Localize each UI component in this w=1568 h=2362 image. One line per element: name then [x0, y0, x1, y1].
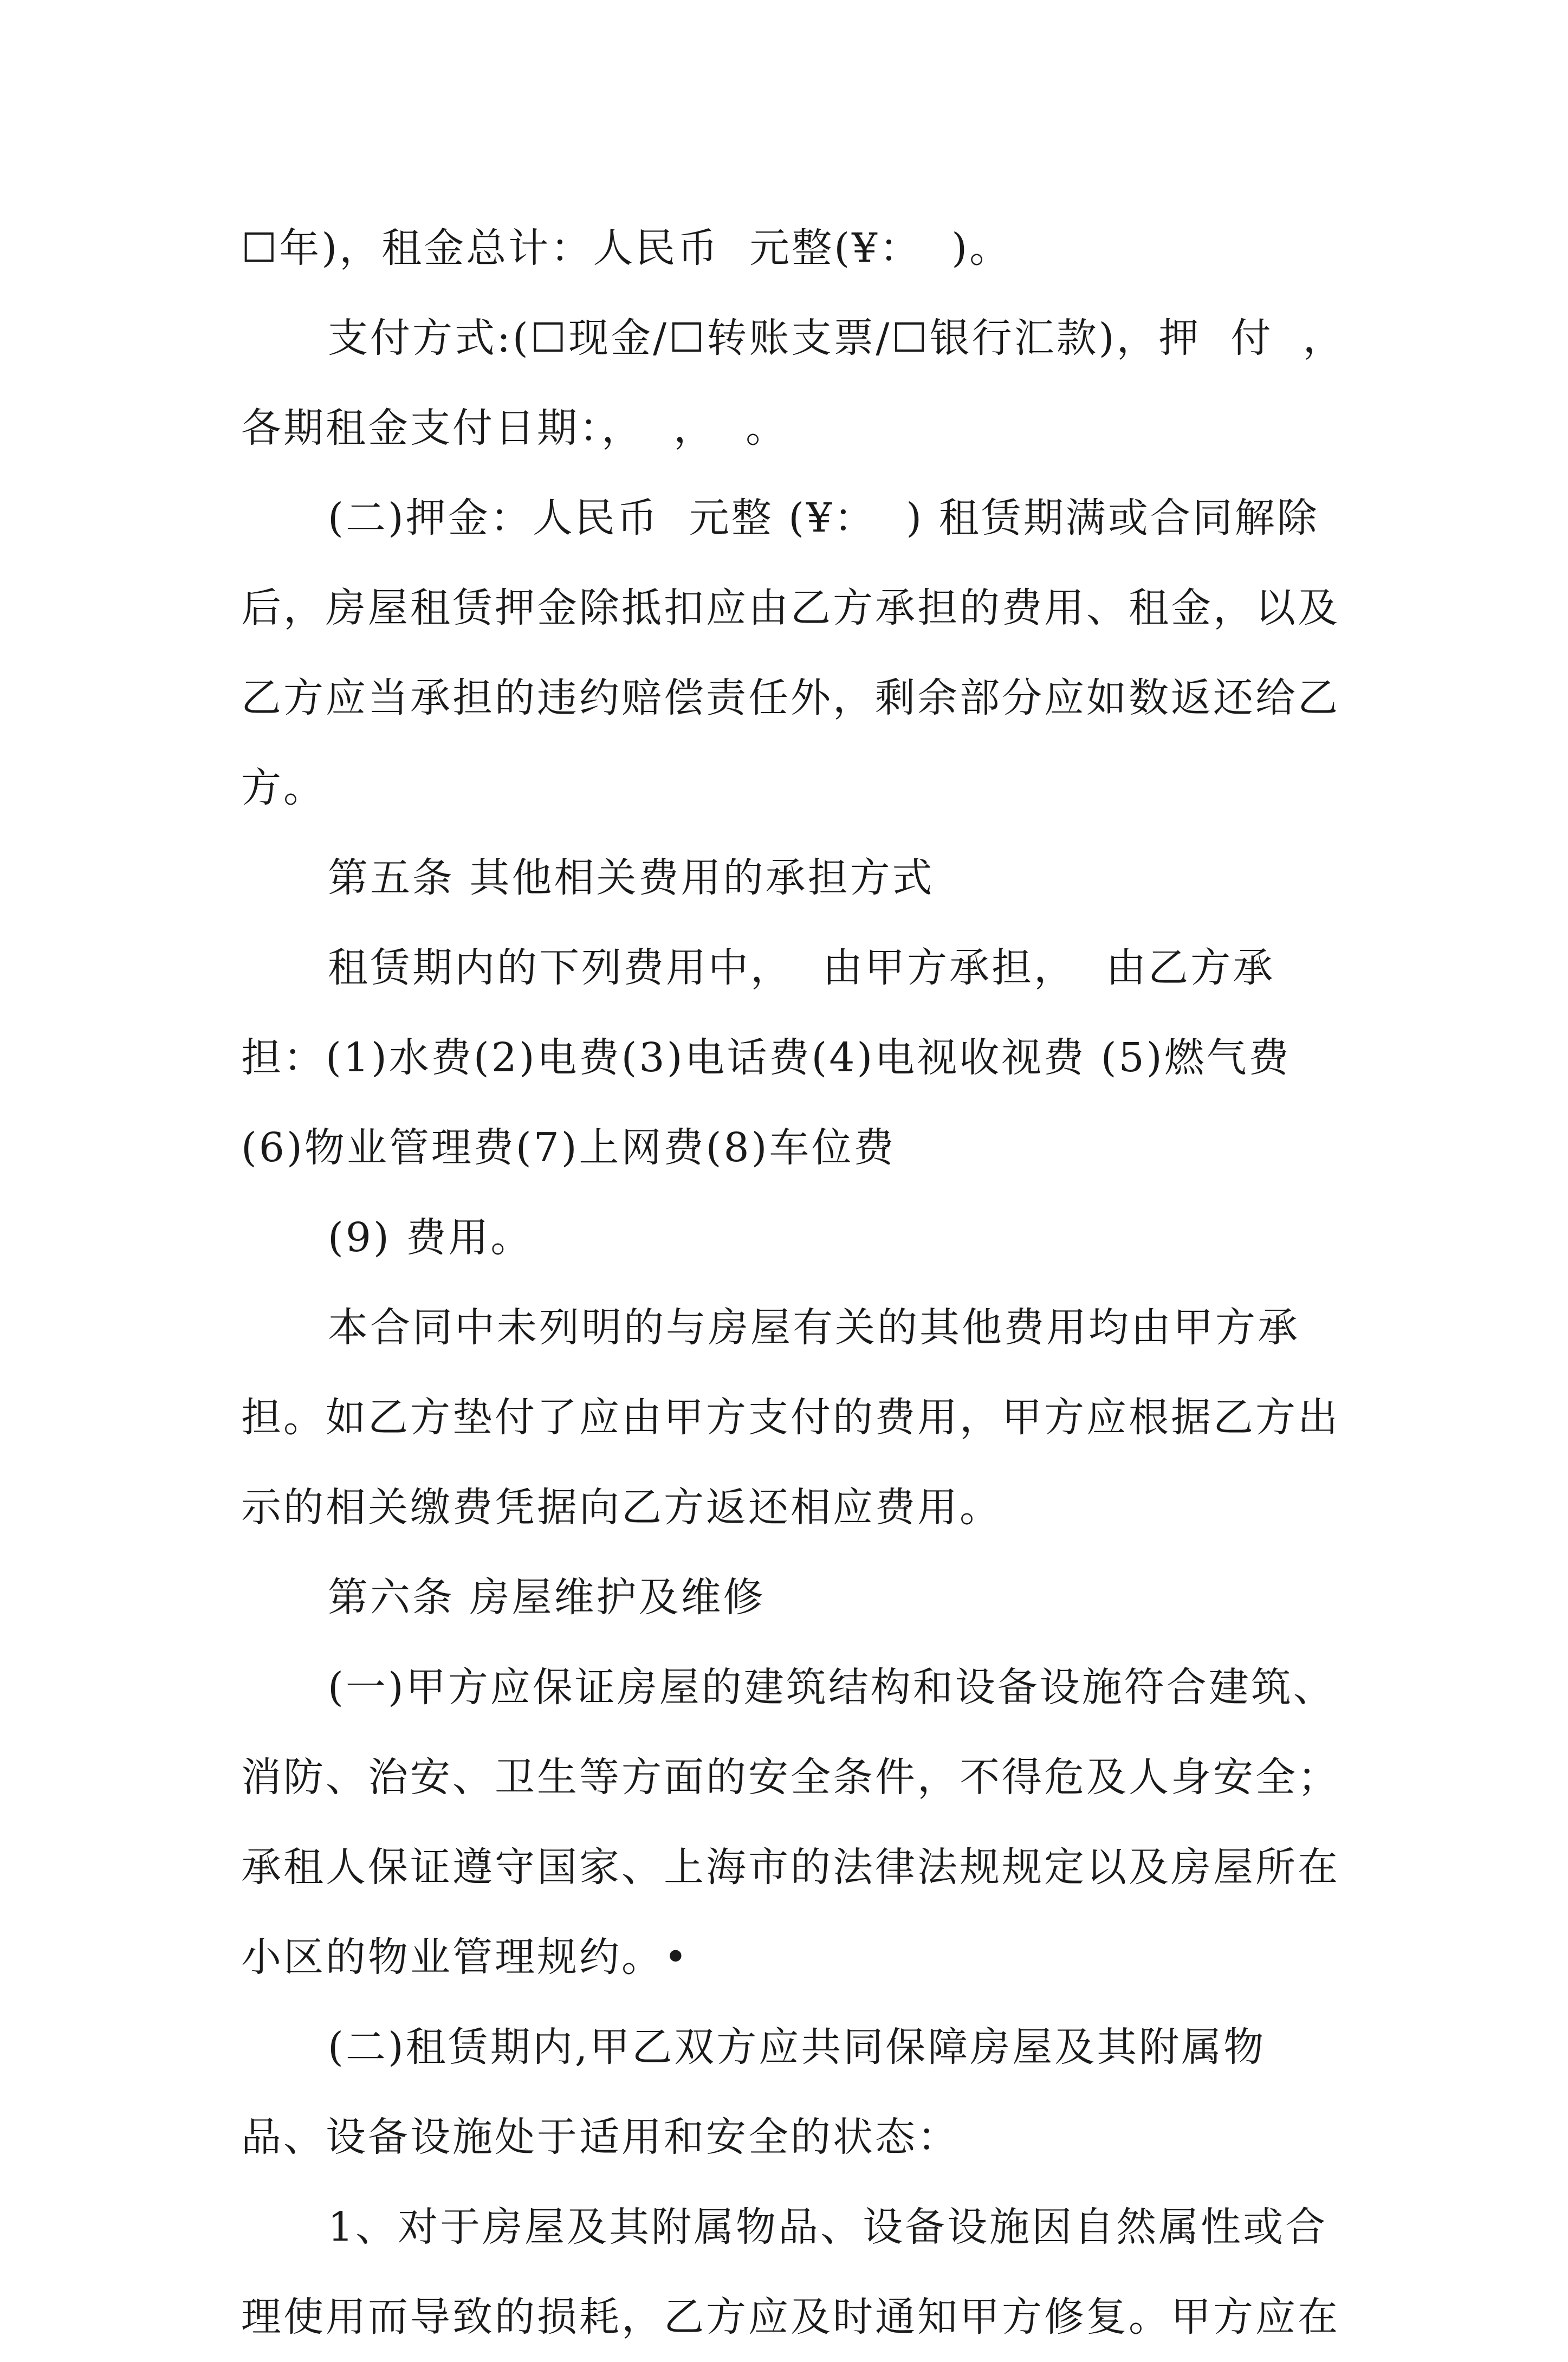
heading-article-5: 第五条 其他相关费用的承担方式: [328, 855, 935, 901]
document-body: [241, 203, 1346, 2362]
paragraph-fee-list: 租赁期内的下列费用中， 由甲方承担， 由乙方承担：(1)水费(2)电费(3)电话费(4)电视收视费 (5)燃气费(6)物业管理费(7)上网费(8)车位费: [241, 944, 1291, 1171]
paragraph-deposit: (二)押金：人民币 元整 (¥： ) 租赁期满或合同解除后，房屋租赁押金除抵扣应由乙方承担的费用、租金，以及乙方应当承担的违约赔偿责任外，剩余部分应如数返还给乙方。: [241, 495, 1340, 811]
paragraph-rent-total: ☐年)，租金总计：人民币 元整(¥： )。: [241, 225, 1012, 271]
paragraph-other-fees: 本合同中未列明的与房屋有关的其他费用均由甲方承担。如乙方垫付了应由甲方支付的费用，甲方应根据乙方出示的相关缴费凭据向乙方返还相应费用。: [241, 1304, 1340, 1531]
paragraph-safety-conditions: (一)甲方应保证房屋的建筑结构和设备设施符合建筑、消防、治安、卫生等方面的安全条件，不得危及人身安全；承租人保证遵守国家、上海市的法律法规规定以及房屋所在小区的物业管理规约。•: [241, 1664, 1340, 1981]
paragraph-payment-method: 支付方式:(☐现金/☐转账支票/☐银行汇款)，押 付 ，各期租金支付日期：， ， 。: [241, 315, 1345, 451]
paragraph-wear-repair: 1、对于房屋及其附属物品、设备设施因自然属性或合理使用而导致的损耗，乙方应及时通知甲方修复。甲方应在: [241, 2204, 1340, 2340]
paragraph-fee-item-9: (9) 费用。: [328, 1214, 533, 1261]
heading-article-6: 第六条 房屋维护及维修: [328, 1574, 766, 1621]
paragraph-shared-maintenance: (二)租赁期内,甲乙双方应共同保障房屋及其附属物品、设备设施处于适用和安全的状态：: [241, 2024, 1266, 2160]
